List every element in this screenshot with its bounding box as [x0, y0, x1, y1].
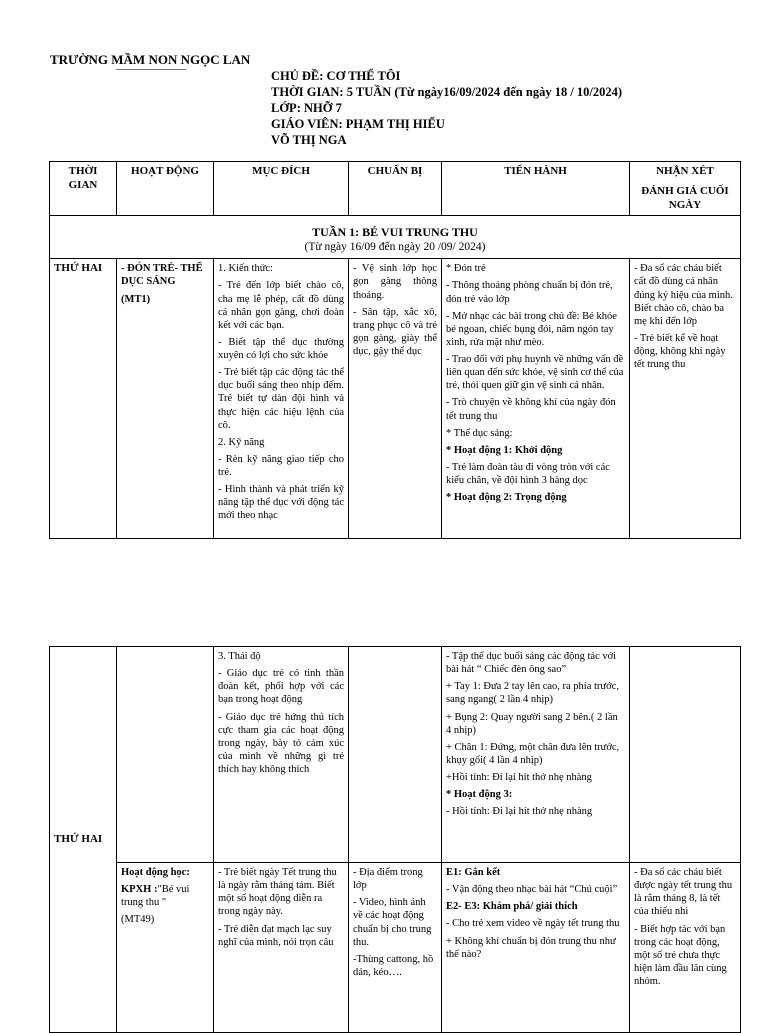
purpose-cell [214, 647, 349, 863]
activity-cell [117, 647, 214, 863]
table-row [50, 863, 741, 1033]
col-review-2: ĐÁNH GIÁ CUỐI NGÀY [641, 184, 729, 211]
process-line: * Đón trẻ [446, 263, 486, 275]
process-cell [442, 647, 630, 863]
day-cell: THỨ HAI [50, 259, 117, 539]
col-review [630, 162, 741, 216]
plan-info [271, 68, 622, 148]
purpose-cell [214, 863, 349, 1033]
process-heading: E1: Gắn kết [446, 867, 501, 878]
process-line: - Thông thoáng phòng chuẩn bị đón trẻ, đón trẻ vào lớp [446, 280, 613, 305]
process-heading: * Hoạt động 1: Khởi động [446, 444, 563, 456]
process-line: - Cho trẻ xem video về ngày tết trung thu [446, 918, 620, 930]
teacher: GIÁO VIÊN: PHẠM THỊ HIẾU [271, 117, 445, 131]
col-time: THỜI GIAN [50, 162, 117, 216]
process-heading: E2- E3: Khám phá/ giải thích [446, 901, 578, 913]
time-range: THỜI GIAN: 5 TUẦN (Từ ngày16/09/2024 đến ngày 18 / 10/2024) [271, 85, 623, 99]
purpose-line: - Giáo dục trẻ có tinh thần đoàn kết, phối hợp với các bạn trong hoạt động [218, 668, 344, 706]
table-row [50, 647, 741, 863]
review-line: - Trẻ biết kể về hoạt động, không khí ngày tết trung thu [634, 332, 726, 371]
activity-code: (MT1) [121, 293, 151, 305]
col-review-1: NHẬN XÉT [656, 165, 714, 177]
prep-line: - Sân tập, xắc xô, trang phục cô và trẻ gọn gàng, giày thể dục, gậy thể dục [353, 306, 437, 357]
school-name: TRƯỜNG MẦM NON NGỌC LAN [50, 52, 251, 67]
purpose-line: - Trẻ đến lớp biết chào cô, cha mẹ lễ phép, cất đồ dùng cá nhân gọn gàng, chơi đoàn kết với các bạn. [218, 280, 344, 331]
process-line: - Tập thể dục buổi sáng các động tác với bài hát “ Chiếc đèn ông sao” [446, 651, 617, 676]
activity-code: (MT49) [121, 914, 155, 926]
process-line: - Trẻ làm đoàn tàu đi vòng tròn với các kiểu chân, về đội hình 3 hàng dọc [446, 461, 610, 486]
prep-cell [349, 863, 442, 1033]
school-underline [116, 69, 186, 70]
prep-line: - Vệ sinh lớp học gọn gàng thông thoáng. [353, 263, 437, 301]
process-line: - Mở nhạc các bài trong chủ đề: Bé khỏe bé ngoan, chiếc bụng đói, năm ngón tay xinh, rửa mặt như mèo. [446, 310, 617, 348]
process-cell [442, 863, 630, 1033]
prep-line: -Thùng cattong, hồ dán, kéo…. [353, 953, 434, 978]
review-line: - Đa số các cháu biết được ngày tết trung thu là rằm tháng 8, là tết của thiếu nhi [634, 867, 733, 918]
activity-title: "Bé vui trung thu " [121, 884, 190, 909]
col-prep: CHUẨN BỊ [349, 162, 442, 216]
review-cell [630, 647, 741, 863]
purpose-line: 3. Thái độ [218, 651, 261, 662]
process-line: + Tay 1: Đưa 2 tay lên cao, ra phía trước, sang ngang( 2 lần 4 nhịp) [446, 681, 619, 706]
plan-table-2 [49, 646, 741, 1033]
process-line: - Hồi tỉnh: Đi lại hít thở nhẹ nhàng [446, 806, 593, 818]
process-line: + Không khí chuẩn bị đón trung thu như thế nào? [446, 935, 616, 960]
col-purpose: MỤC ĐÍCH [214, 162, 349, 216]
review-line: - Đa số các cháu biết cất đồ dùng cá nhân đúng ký hiệu của mình. Biết chào cô, chào ba mẹ khi đến lớp [634, 263, 733, 327]
plan-table-1 [49, 161, 741, 539]
teacher-2: VÕ THỊ NGA [271, 133, 347, 147]
process-line: + Bụng 2: Quay người sang 2 bên.( 2 lần 4 nhịp) [446, 711, 618, 736]
col-activity: HOẠT ĐỘNG [117, 162, 214, 216]
review-cell [630, 863, 741, 1033]
col-process: TIẾN HÀNH [442, 162, 630, 216]
activity-kpxh: KPXH : [121, 884, 158, 896]
process-heading: * Hoạt động 2: Trọng động [446, 492, 567, 504]
purpose-line: 1. Kiến thức: [218, 263, 273, 275]
activity-cell [117, 259, 214, 539]
review-line: - Biết hợp tác với bạn trong các hoạt động, một số trẻ chưa thực hiện làm đầu lân cùng nhóm. [634, 923, 727, 987]
prep-cell [349, 259, 442, 539]
purpose-line: - Biết tập thể dục thường xuyên có lợi cho sức khỏe [218, 336, 344, 361]
activity-cell [117, 863, 214, 1033]
prep-line: - Địa điểm trong lớp [353, 867, 423, 892]
week-row [50, 216, 741, 259]
topic: CHỦ ĐỀ: CƠ THỂ TÔI [271, 69, 401, 83]
process-line: - Trò chuyện về không khí của ngày đón tết trung thu [446, 397, 616, 422]
week-range: (Từ ngày 16/09 đến ngày 20 /09/ 2024) [304, 241, 486, 254]
day-cell: THỨ HAI [50, 647, 117, 1033]
process-line: + Chân 1: Đứng, một chân đưa lên trước, khụy gối( 4 lần 4 nhịp) [446, 741, 620, 766]
process-line: * Thể dục sáng: [446, 427, 513, 439]
week-cell [50, 216, 741, 259]
prep-line: - Video, hình ảnh về các hoạt động chuẩn bị cho trung thu. [353, 897, 432, 948]
process-line: - Vận động theo nhạc bài hát “Chú cuội” [446, 884, 618, 896]
week-title: TUẦN 1: BÉ VUI TRUNG THU [312, 225, 478, 240]
purpose-line: - Trẻ biết tập các động tác thể dục buổi sáng theo nhịp đếm. Trẻ biết tự dàn đội hình và thực hiện các hiệu lệnh của cô. [218, 367, 344, 431]
process-heading: * Hoạt động 3: [446, 789, 513, 801]
purpose-line: - Giáo dục trẻ hứng thú tích cực tham gia các hoạt động trong ngày, bày tỏ cảm xúc của mình về những gì trẻ thích hay không thích [218, 711, 344, 775]
review-cell [630, 259, 741, 539]
activity-label: Hoạt động học: [121, 867, 190, 878]
purpose-line: - Trẻ biết ngày Tết trung thu là ngày rằm tháng tám. Biết một số hoạt động diễn ra trong ngày này. [218, 867, 337, 918]
prep-cell [349, 647, 442, 863]
process-line: +Hồi tỉnh: Đi lại hít thở nhẹ nhàng [446, 772, 592, 783]
header-row [50, 162, 741, 216]
table-row [50, 259, 741, 539]
process-cell [442, 259, 630, 539]
purpose-line: - Trẻ diễn đạt mạch lạc suy nghĩ của mình, nói trọn câu [218, 923, 334, 948]
class-name: LỚP: NHỠ 7 [271, 101, 342, 115]
purpose-line: 2. Kỹ năng [218, 436, 265, 448]
process-line: - Trao đổi với phụ huynh về những vấn đề liên quan đến sức khỏe, vệ sinh cơ thể của trẻ, thói quen giữ gìn vệ sinh cá nhân. [446, 354, 624, 392]
purpose-line: - Hình thành và phát triển kỹ năng tập thể dục với động tác mới theo nhạc [218, 484, 344, 522]
purpose-cell [214, 259, 349, 539]
purpose-line: - Rèn kỹ năng giao tiếp cho trẻ. [218, 453, 344, 478]
activity-title: - ĐÓN TRẺ- THỂ DỤC SÁNG [121, 263, 203, 288]
